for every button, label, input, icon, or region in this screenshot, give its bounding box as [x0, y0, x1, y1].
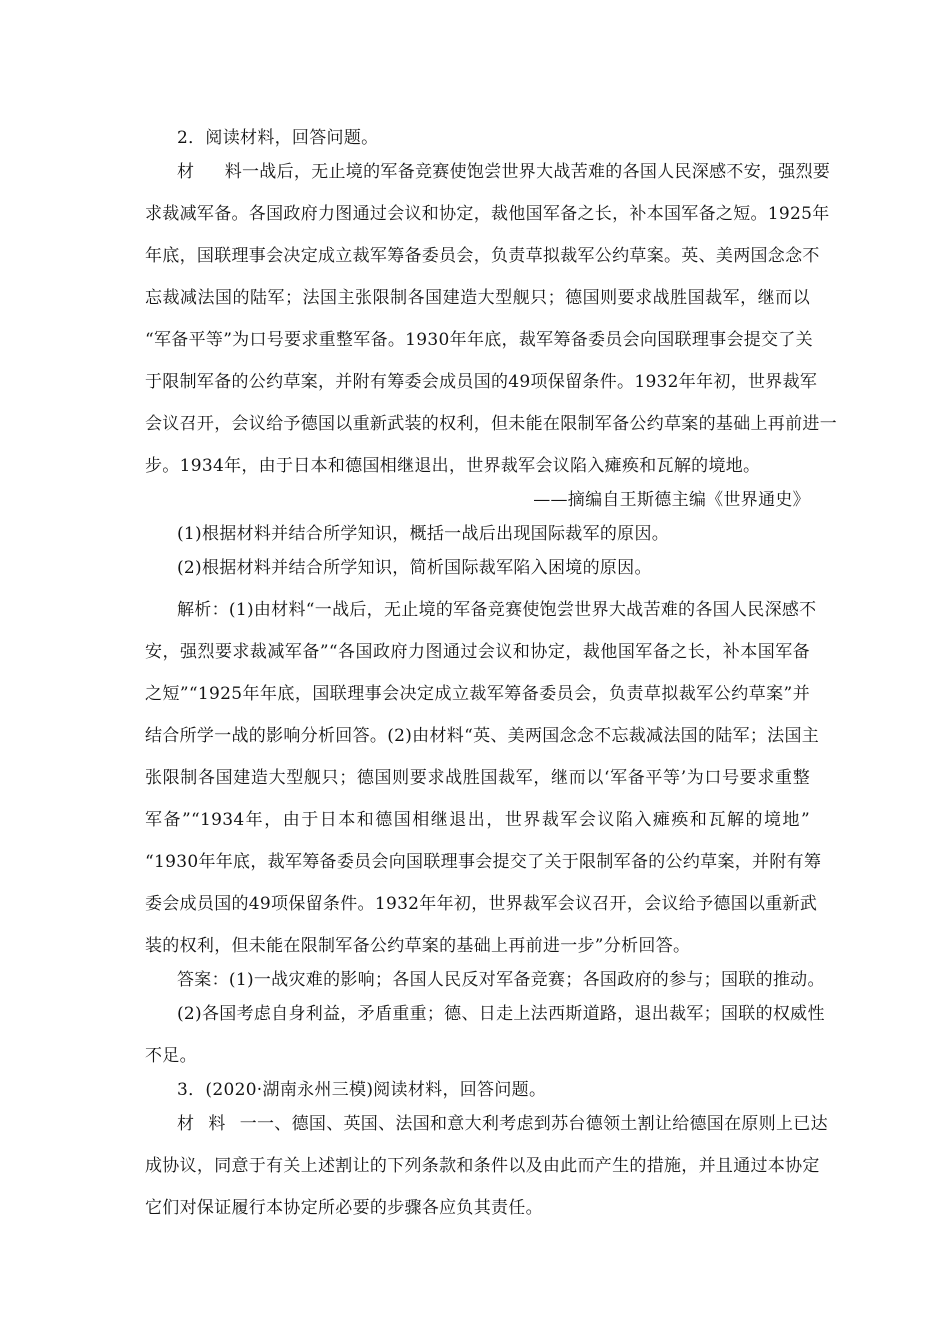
material-label: 材料 — [177, 162, 242, 182]
q2-material-line: 求裁减军备。各国政府力图通过会议和协定，裁他国军备之长，补本国军备之短。1925年 — [145, 204, 830, 224]
q3-material-line: 成协议，同意于有关上述割让的下列条款和条件以及由此而产生的措施，并且通过本协定 — [145, 1156, 820, 1176]
answer-2-line: 不足。 — [145, 1046, 197, 1066]
q2-material-line: 忘裁减法国的陆军；法国主张限制各国建造大型舰只；德国则要求战胜国裁军，继而以 — [145, 288, 810, 308]
analysis-line: 之短”“1925年年底，国联理事会决定成立裁军筹备委员会，负责草拟裁军公约草案”并 — [145, 684, 810, 704]
analysis-line: 军备”“1934年，由于日本和德国相继退出，世界裁军会议陷入瘫痪和瓦解的境地” — [145, 810, 810, 830]
analysis-line: 张限制各国建造大型舰只；德国则要求战胜国裁军，继而以‘军备平等’为口号要求重整 — [145, 768, 810, 788]
analysis-line: “1930年年底，裁军筹备委员会向国联理事会提交了关于限制军备的公约草案，并附有筹 — [145, 852, 822, 872]
q2-material-line: 步。1934年，由于日本和德国相继退出，世界裁军会议陷入瘫痪和瓦解的境地。 — [145, 456, 761, 476]
analysis-line: 委会成员国的49项保留条件。1932年年初，世界裁军会议召开，会议给予德国以重新武 — [145, 894, 818, 914]
sub-question-1: (1)根据材料并结合所学知识，概括一战后出现国际裁军的原因。 — [177, 524, 670, 544]
material-text: 一战后，无止境的军备竞赛使饱尝世界大战苦难的各国人民深感不安，强烈要 — [242, 162, 831, 182]
material-text: 一、德国、英国、法国和意大利考虑到苏台德领土割让给德国在原则上已达 — [257, 1114, 828, 1134]
q2-material-line: “军备平等”为口号要求重整军备。1930年年底，裁军筹备委员会向国联理事会提交了关 — [145, 330, 813, 350]
analysis-line: 结合所学一战的影响分析回答。(2)由材料“英、美两国念念不忘裁减法国的陆军；法国主 — [145, 726, 820, 746]
analysis-line: 装的权利，但未能在限制军备公约草案的基础上再前进一步”分析回答。 — [145, 936, 691, 956]
question-3-stem: 3．(2020·湖南永州三模)阅读材料，回答问题。 — [177, 1080, 547, 1100]
q2-material-line — [177, 161, 831, 183]
answer-2-line: (2)各国考虑自身利益，矛盾重重；德、日走上法西斯道路，退出裁军；国联的权威性 — [177, 1004, 825, 1024]
question-2-stem: 2．阅读材料，回答问题。 — [177, 128, 379, 148]
q3-material-line — [177, 1113, 828, 1135]
material-source: ——摘编自王斯德主编《世界通史》 — [533, 490, 810, 510]
q3-material-line: 它们对保证履行本协定所必要的步骤各应负其责任。 — [145, 1198, 543, 1218]
sub-question-2: (2)根据材料并结合所学知识，简析国际裁军陷入困境的原因。 — [177, 558, 652, 578]
material-label: 材料一 — [177, 1114, 257, 1134]
q2-material-line: 于限制军备的公约草案，并附有筹委会成员国的49项保留条件。1932年年初，世界裁军 — [145, 372, 818, 392]
analysis-line: 安，强烈要求裁减军备”“各国政府力图通过会议和协定，裁他国军备之长，补本国军备 — [145, 642, 810, 662]
answer-1: 答案：(1)一战灾难的影响；各国人民反对军备竞赛；各国政府的参与；国联的推动。 — [177, 970, 825, 990]
q2-material-line: 年底，国联理事会决定成立裁军筹备委员会，负责草拟裁军公约草案。英、美两国念念不 — [145, 246, 820, 266]
analysis-line: 解析：(1)由材料“一战后，无止境的军备竞赛使饱尝世界大战苦难的各国人民深感不 — [177, 600, 817, 620]
q2-material-line: 会议召开，会议给予德国以重新武装的权利，但未能在限制军备公约草案的基础上再前进一 — [145, 414, 837, 434]
